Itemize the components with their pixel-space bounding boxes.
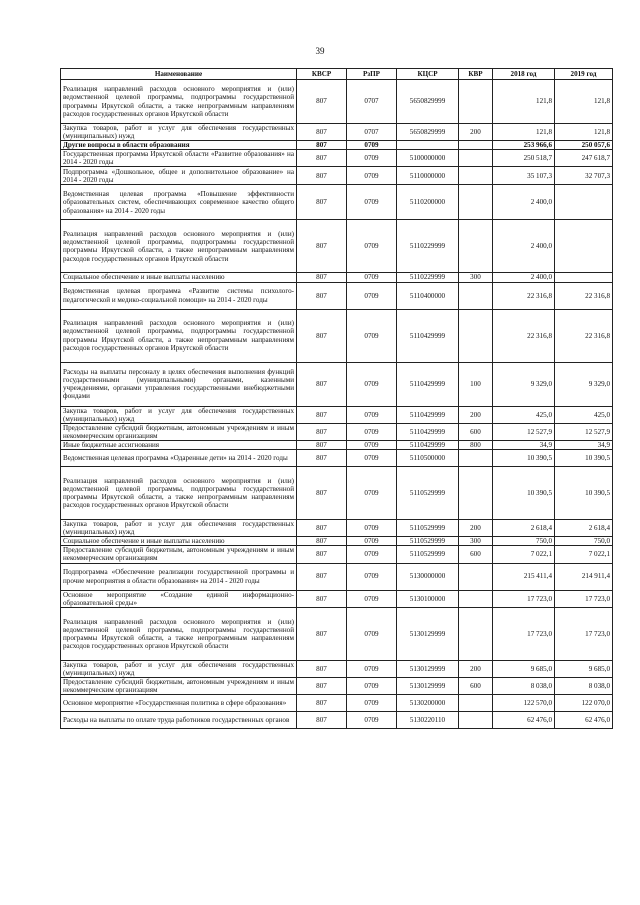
- cell-2018: 121,8: [493, 124, 555, 141]
- cell-2018: 253 966,6: [493, 141, 555, 150]
- budget-table: [60, 68, 613, 729]
- cell-kcsr: 5110529999: [397, 537, 459, 546]
- cell-rzpr: 0709: [347, 220, 397, 273]
- table-row: [61, 282, 613, 309]
- cell-name: Основное мероприятие «Государственная политика в сфере образования»: [61, 695, 297, 712]
- table-row: [61, 406, 613, 423]
- cell-rzpr: 0709: [347, 546, 397, 563]
- cell-kvsr: 807: [297, 450, 347, 467]
- cell-kvsr: 807: [297, 660, 347, 677]
- cell-kcsr: 5110429999: [397, 406, 459, 423]
- cell-rzpr: 0709: [347, 440, 397, 449]
- cell-rzpr: 0709: [347, 520, 397, 537]
- cell-2019: 214 911,4: [555, 563, 613, 590]
- cell-2018: 8 038,0: [493, 677, 555, 694]
- header-2019: 2019 год: [555, 69, 613, 80]
- cell-2019: 2 618,4: [555, 520, 613, 537]
- cell-kcsr: 5110229999: [397, 273, 459, 282]
- cell-kvr: 300: [459, 273, 493, 282]
- cell-kcsr: 5130129999: [397, 677, 459, 694]
- cell-kvsr: 807: [297, 712, 347, 729]
- cell-2019: 247 618,7: [555, 150, 613, 167]
- cell-2018: 10 390,5: [493, 467, 555, 520]
- cell-rzpr: 0709: [347, 563, 397, 590]
- cell-2019: [555, 273, 613, 282]
- cell-2018: 7 022,1: [493, 546, 555, 563]
- cell-2019: 7 022,1: [555, 546, 613, 563]
- cell-kvr: 100: [459, 362, 493, 406]
- cell-kcsr: 5110429999: [397, 362, 459, 406]
- cell-kvr: 200: [459, 660, 493, 677]
- cell-2018: 2 618,4: [493, 520, 555, 537]
- cell-name: Закупка товаров, работ и услуг для обеспечения государственных (муниципальных) нужд: [61, 406, 297, 423]
- cell-2018: 22 316,8: [493, 282, 555, 309]
- cell-kcsr: 5130100000: [397, 590, 459, 607]
- cell-name: Подпрограмма «Обеспечение реализации государственной программы и прочие мероприятия в области образования» на 2014 - 2020 годы: [61, 563, 297, 590]
- cell-rzpr: 0707: [347, 80, 397, 124]
- cell-name: Ведомственная целевая программа «Развитие системы психолого-педагогической и медико-социальной помощи» на 2014 - 2020 годы: [61, 282, 297, 309]
- cell-kcsr: 5130000000: [397, 563, 459, 590]
- cell-2019: 425,0: [555, 406, 613, 423]
- cell-name: Реализация направлений расходов основного мероприятия и (или) ведомственной целевой программы, подпрограммы государственной программы Иркутской области, а также непрограммным направлениям расходов государственных органов Иркутской области: [61, 220, 297, 273]
- cell-name: Предоставление субсидий бюджетным, автономным учреждениям и иным некоммерческим организациям: [61, 677, 297, 694]
- cell-kvr: 200: [459, 520, 493, 537]
- cell-kcsr: 5110229999: [397, 220, 459, 273]
- cell-rzpr: 0709: [347, 282, 397, 309]
- header-name: Наименование: [61, 69, 297, 80]
- cell-kvsr: 807: [297, 520, 347, 537]
- cell-kvr: 200: [459, 124, 493, 141]
- cell-rzpr: 0709: [347, 677, 397, 694]
- cell-name: Реализация направлений расходов основного мероприятия и (или) ведомственной целевой программы, подпрограммы государственной программы Иркутской области, а также непрограммным направлениям расходов государственных органов Иркутской области: [61, 467, 297, 520]
- cell-name: Социальное обеспечение и иные выплаты населению: [61, 537, 297, 546]
- cell-2019: 17 723,0: [555, 590, 613, 607]
- cell-kvr: [459, 185, 493, 220]
- table-row: [61, 362, 613, 406]
- cell-kvsr: 807: [297, 537, 347, 546]
- cell-2019: 10 390,5: [555, 450, 613, 467]
- cell-name: Предоставление субсидий бюджетным, автономным учреждениям и иным некоммерческим организациям: [61, 546, 297, 563]
- cell-kvr: 300: [459, 537, 493, 546]
- cell-kvsr: 807: [297, 423, 347, 440]
- cell-2018: 122 570,0: [493, 695, 555, 712]
- cell-kvr: [459, 167, 493, 185]
- cell-2019: 122 070,0: [555, 695, 613, 712]
- table-row: [61, 660, 613, 677]
- cell-2018: 750,0: [493, 537, 555, 546]
- cell-kcsr: 5100000000: [397, 150, 459, 167]
- table-row: [61, 423, 613, 440]
- table-row: [61, 546, 613, 563]
- cell-2019: [555, 185, 613, 220]
- table-row: [61, 150, 613, 167]
- cell-kcsr: 5130129999: [397, 607, 459, 660]
- cell-kvsr: 807: [297, 406, 347, 423]
- cell-2018: 62 476,0: [493, 712, 555, 729]
- cell-kvsr: 807: [297, 167, 347, 185]
- cell-2019: 22 316,8: [555, 282, 613, 309]
- cell-2018: 250 518,7: [493, 150, 555, 167]
- header-2018: 2018 год: [493, 69, 555, 80]
- cell-2018: 121,8: [493, 80, 555, 124]
- cell-2019: 10 390,5: [555, 467, 613, 520]
- cell-2018: 9 329,0: [493, 362, 555, 406]
- table-row: [61, 563, 613, 590]
- table-row: [61, 467, 613, 520]
- page-number: 39: [315, 46, 325, 56]
- cell-kcsr: 5110500000: [397, 450, 459, 467]
- cell-2018: 215 411,4: [493, 563, 555, 590]
- cell-name: Подпрограмма «Дошкольное, общее и дополнительное образование» на 2014 - 2020 годы: [61, 167, 297, 185]
- cell-kcsr: 5130200000: [397, 695, 459, 712]
- cell-kvr: 600: [459, 546, 493, 563]
- cell-kvsr: 807: [297, 124, 347, 141]
- cell-2019: 17 723,0: [555, 607, 613, 660]
- cell-kvsr: 807: [297, 150, 347, 167]
- cell-name: Ведомственная целевая программа «Повышение эффективности образовательных систем, обеспечивающих современное качество общего образования» на 2014 - 2020 годы: [61, 185, 297, 220]
- cell-name: Реализация направлений расходов основного мероприятия и (или) ведомственной целевой программы, подпрограммы государственной программы Иркутской области, а также непрограммным направлениям расходов государственных органов Иркутской области: [61, 80, 297, 124]
- cell-name: Реализация направлений расходов основного мероприятия и (или) ведомственной целевой программы, подпрограммы государственной программы Иркутской области, а также непрограммным направлениям расходов государственных органов Иркутской области: [61, 607, 297, 660]
- header-kcsr: КЦСР: [397, 69, 459, 80]
- cell-name: Ведомственная целевая программа «Одаренные дети» на 2014 - 2020 годы: [61, 450, 297, 467]
- cell-2018: 17 723,0: [493, 607, 555, 660]
- cell-kvr: [459, 150, 493, 167]
- cell-kcsr: 5110529999: [397, 546, 459, 563]
- cell-2018: 12 527,9: [493, 423, 555, 440]
- table-body: [61, 80, 613, 729]
- table-row: [61, 220, 613, 273]
- header-kvsr: КВСР: [297, 69, 347, 80]
- cell-kvsr: 807: [297, 695, 347, 712]
- cell-2019: 8 038,0: [555, 677, 613, 694]
- table-header-row: [61, 69, 613, 80]
- cell-kvr: [459, 712, 493, 729]
- table-row: [61, 607, 613, 660]
- cell-2018: 9 685,0: [493, 660, 555, 677]
- cell-2019: 22 316,8: [555, 309, 613, 362]
- cell-2019: 750,0: [555, 537, 613, 546]
- cell-2019: 12 527,9: [555, 423, 613, 440]
- cell-kvr: [459, 695, 493, 712]
- cell-name: Закупка товаров, работ и услуг для обеспечения государственных (муниципальных) нужд: [61, 124, 297, 141]
- cell-2018: 2 400,0: [493, 220, 555, 273]
- cell-kcsr: 5110400000: [397, 282, 459, 309]
- table-row: [61, 590, 613, 607]
- cell-kvr: 600: [459, 677, 493, 694]
- cell-rzpr: 0709: [347, 660, 397, 677]
- table-row: [61, 520, 613, 537]
- cell-rzpr: 0709: [347, 273, 397, 282]
- cell-kcsr: 5110000000: [397, 167, 459, 185]
- header-kvr: КВР: [459, 69, 493, 80]
- cell-name: Иные бюджетные ассигнования: [61, 440, 297, 449]
- cell-2019: 250 057,6: [555, 141, 613, 150]
- cell-kvsr: 807: [297, 282, 347, 309]
- cell-kvsr: 807: [297, 220, 347, 273]
- cell-2019: 32 707,3: [555, 167, 613, 185]
- table-row: [61, 141, 613, 150]
- cell-2019: 34,9: [555, 440, 613, 449]
- cell-rzpr: 0709: [347, 450, 397, 467]
- cell-kvsr: 807: [297, 607, 347, 660]
- cell-kvr: [459, 220, 493, 273]
- cell-rzpr: 0709: [347, 150, 397, 167]
- table-row: [61, 309, 613, 362]
- cell-2018: 2 400,0: [493, 185, 555, 220]
- table-row: [61, 695, 613, 712]
- cell-name: Закупка товаров, работ и услуг для обеспечения государственных (муниципальных) нужд: [61, 520, 297, 537]
- table-row: [61, 677, 613, 694]
- cell-rzpr: 0709: [347, 309, 397, 362]
- cell-rzpr: 0709: [347, 423, 397, 440]
- cell-kvsr: 807: [297, 141, 347, 150]
- cell-2019: 121,8: [555, 124, 613, 141]
- cell-rzpr: 0709: [347, 607, 397, 660]
- cell-2018: 35 107,3: [493, 167, 555, 185]
- cell-kvsr: 807: [297, 677, 347, 694]
- table-row: [61, 185, 613, 220]
- cell-name: Предоставление субсидий бюджетным, автономным учреждениям и иным некоммерческим организациям: [61, 423, 297, 440]
- table-row: [61, 440, 613, 449]
- cell-rzpr: 0709: [347, 141, 397, 150]
- cell-kcsr: 5130220110: [397, 712, 459, 729]
- cell-kcsr: 5130129999: [397, 660, 459, 677]
- cell-kcsr: 5650829999: [397, 124, 459, 141]
- cell-kcsr: 5650829999: [397, 80, 459, 124]
- cell-kvsr: 807: [297, 546, 347, 563]
- table-row: [61, 712, 613, 729]
- table-row: [61, 273, 613, 282]
- cell-2019: [555, 220, 613, 273]
- cell-name: Социальное обеспечение и иные выплаты населению: [61, 273, 297, 282]
- cell-2018: 22 316,8: [493, 309, 555, 362]
- cell-kvr: [459, 467, 493, 520]
- cell-kvr: [459, 282, 493, 309]
- cell-kvsr: 807: [297, 467, 347, 520]
- cell-kcsr: 5110529999: [397, 467, 459, 520]
- cell-kcsr: [397, 141, 459, 150]
- cell-kvr: [459, 563, 493, 590]
- cell-name: Закупка товаров, работ и услуг для обеспечения государственных (муниципальных) нужд: [61, 660, 297, 677]
- cell-kvsr: 807: [297, 80, 347, 124]
- cell-2019: 121,8: [555, 80, 613, 124]
- table-row: [61, 450, 613, 467]
- cell-kvr: [459, 607, 493, 660]
- cell-2019: 9 685,0: [555, 660, 613, 677]
- cell-kvsr: 807: [297, 309, 347, 362]
- cell-2018: 10 390,5: [493, 450, 555, 467]
- cell-name: Основное мероприятие «Создание единой информационно-образовательной среды»: [61, 590, 297, 607]
- cell-name: Государственная программа Иркутской области «Развитие образования» на 2014 - 2020 годы: [61, 150, 297, 167]
- cell-name: Расходы на выплаты персоналу в целях обеспечения выполнения функций государственными (муниципальными) органами, казенными учреждениями, органами управления государственными внебюджетными фондами: [61, 362, 297, 406]
- header-rzpr: РзПР: [347, 69, 397, 80]
- cell-kvr: 800: [459, 440, 493, 449]
- cell-name: Расходы на выплаты по оплате труда работников государственных органов: [61, 712, 297, 729]
- cell-kvr: 200: [459, 406, 493, 423]
- cell-2018: 2 400,0: [493, 273, 555, 282]
- cell-name: Реализация направлений расходов основного мероприятия и (или) ведомственной целевой программы, подпрограммы государственной программы Иркутской области, а также непрограммным направлениям расходов государственных органов Иркутской области: [61, 309, 297, 362]
- cell-rzpr: 0707: [347, 124, 397, 141]
- cell-kvsr: 807: [297, 590, 347, 607]
- cell-rzpr: 0709: [347, 537, 397, 546]
- cell-kvr: [459, 309, 493, 362]
- table-row: [61, 124, 613, 141]
- cell-2019: 9 329,0: [555, 362, 613, 406]
- cell-kcsr: 5110200000: [397, 185, 459, 220]
- cell-kvr: [459, 590, 493, 607]
- cell-kvr: 600: [459, 423, 493, 440]
- cell-kvsr: 807: [297, 440, 347, 449]
- cell-kcsr: 5110429999: [397, 309, 459, 362]
- cell-kcsr: 5110529999: [397, 520, 459, 537]
- table-row: [61, 167, 613, 185]
- cell-2018: 34,9: [493, 440, 555, 449]
- cell-kvr: [459, 80, 493, 124]
- cell-kcsr: 5110429999: [397, 423, 459, 440]
- table-row: [61, 537, 613, 546]
- cell-kcsr: 5110429999: [397, 440, 459, 449]
- cell-2018: 425,0: [493, 406, 555, 423]
- cell-rzpr: 0709: [347, 167, 397, 185]
- table-row: [61, 80, 613, 124]
- cell-rzpr: 0709: [347, 590, 397, 607]
- cell-kvsr: 807: [297, 362, 347, 406]
- cell-kvr: [459, 141, 493, 150]
- cell-name: Другие вопросы в области образования: [61, 141, 297, 150]
- cell-rzpr: 0709: [347, 712, 397, 729]
- cell-kvsr: 807: [297, 185, 347, 220]
- cell-rzpr: 0709: [347, 467, 397, 520]
- cell-kvsr: 807: [297, 563, 347, 590]
- cell-2019: 62 476,0: [555, 712, 613, 729]
- cell-rzpr: 0709: [347, 362, 397, 406]
- cell-rzpr: 0709: [347, 185, 397, 220]
- cell-rzpr: 0709: [347, 695, 397, 712]
- cell-kvr: [459, 450, 493, 467]
- cell-2018: 17 723,0: [493, 590, 555, 607]
- cell-kvsr: 807: [297, 273, 347, 282]
- cell-rzpr: 0709: [347, 406, 397, 423]
